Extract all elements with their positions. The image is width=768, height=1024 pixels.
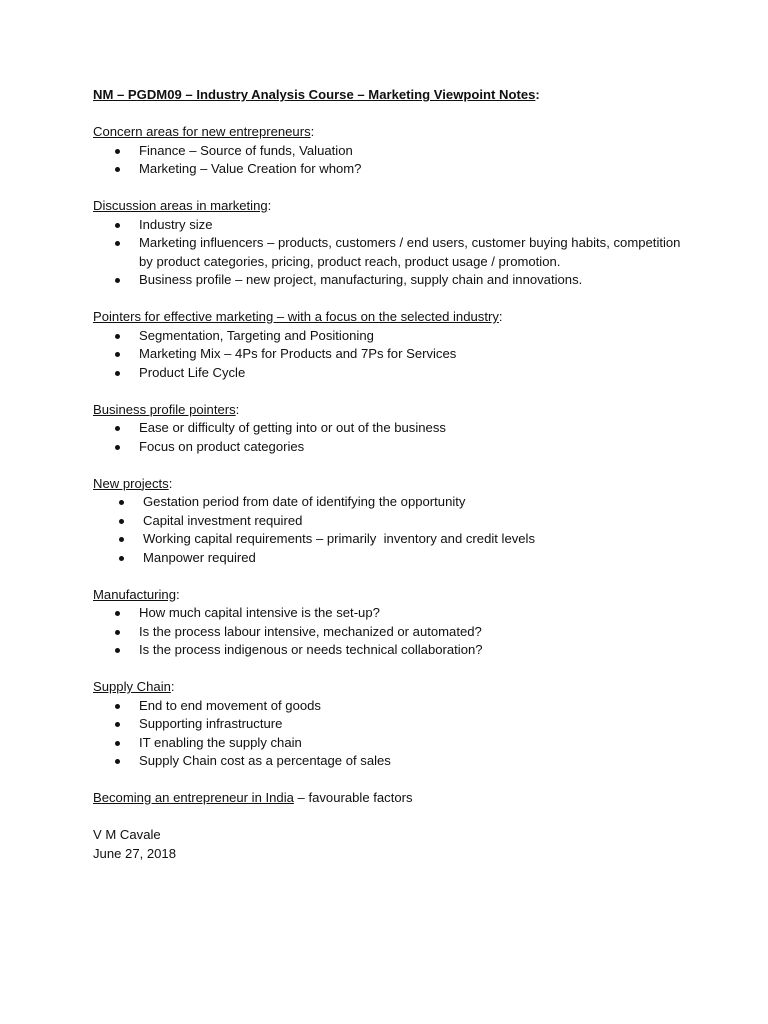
list-item xyxy=(93,419,693,438)
document-date: June 27, 2018 xyxy=(93,845,176,861)
list-item-text: Finance – Source of funds, Valuation xyxy=(139,142,353,158)
list-item-text: Focus on product categories xyxy=(139,438,305,454)
list-item xyxy=(93,530,693,549)
bullet-icon xyxy=(115,352,120,357)
section-heading-text: Discussion areas in marketing xyxy=(93,198,268,213)
document-title xyxy=(93,86,693,105)
list-item xyxy=(93,493,693,512)
list-item-text: Marketing – Value Creation for whom? xyxy=(139,161,362,176)
section-heading-text: New projects xyxy=(93,475,169,491)
bullet-icon xyxy=(115,149,120,154)
list-item xyxy=(93,438,693,457)
bullet-list xyxy=(93,604,693,660)
section-heading xyxy=(93,586,693,605)
section-heading-text: Supply Chain xyxy=(93,679,171,694)
closing-heading-suffix: – favourable factors xyxy=(293,790,413,805)
list-item-text: Ease or difficulty of getting into or out of the business xyxy=(139,420,446,435)
section-closing xyxy=(93,789,693,808)
list-item-text: Is the process indigenous or needs technical collaboration? xyxy=(139,642,483,657)
bullet-icon xyxy=(115,741,120,746)
bullet-icon xyxy=(119,500,124,505)
section-new-projects xyxy=(93,475,693,568)
section-heading xyxy=(93,197,693,216)
bullet-icon xyxy=(119,556,124,561)
section-concern-areas xyxy=(93,123,693,179)
bullet-icon xyxy=(115,223,120,228)
list-item xyxy=(93,345,693,364)
section-heading xyxy=(93,475,693,494)
document-title-text: NM – PGDM09 – Industry Analysis Course – Marketing Viewpoint Notes xyxy=(93,87,536,102)
bullet-icon xyxy=(115,759,120,764)
list-item-text: Marketing Mix – 4Ps for Products and 7Ps for Services xyxy=(139,346,457,361)
section-heading-suffix: : xyxy=(310,124,315,139)
section-heading xyxy=(93,401,693,420)
bullet-icon xyxy=(115,630,120,635)
list-item-text: Product Life Cycle xyxy=(139,364,246,380)
author-name: V M Cavale xyxy=(93,827,161,842)
list-item xyxy=(93,752,693,771)
section-heading-suffix: : xyxy=(168,475,173,491)
section-heading-text: Pointers for effective marketing – with a focus on the selected industry xyxy=(93,309,499,324)
bullet-icon xyxy=(115,167,120,172)
list-item-text: Is the process labour intensive, mechanized or automated? xyxy=(139,623,482,639)
bullet-list xyxy=(93,493,693,567)
bullet-icon xyxy=(115,426,120,431)
bullet-icon xyxy=(115,611,120,616)
section-effective-marketing xyxy=(93,308,693,382)
bullet-icon xyxy=(119,519,124,524)
bullet-list xyxy=(93,419,693,456)
signature-block xyxy=(93,826,693,863)
bullet-icon xyxy=(115,722,120,727)
section-heading-suffix: : xyxy=(170,679,175,694)
list-item-text: Capital investment required xyxy=(143,512,303,528)
bullet-list xyxy=(93,327,693,383)
section-heading-text: Manufacturing xyxy=(93,586,176,602)
list-item-text: Business profile – new project, manufacturing, supply chain and innovations. xyxy=(139,272,583,287)
list-item xyxy=(93,364,693,383)
list-item-text: Supporting infrastructure xyxy=(139,716,283,731)
bullet-icon xyxy=(115,371,120,376)
bullet-icon xyxy=(115,445,120,450)
closing-heading-text: Becoming an entrepreneur in India xyxy=(93,790,294,805)
section-heading xyxy=(93,123,693,142)
list-item xyxy=(93,142,693,161)
list-item xyxy=(93,734,693,753)
bullet-list xyxy=(93,697,693,771)
section-heading-suffix: : xyxy=(498,309,503,324)
section-heading-text: Business profile pointers xyxy=(93,401,236,417)
list-item xyxy=(93,512,693,531)
list-item-text: Manpower required xyxy=(143,549,256,565)
list-item-text: Gestation period from date of identifying the opportunity xyxy=(143,494,466,509)
list-item xyxy=(93,623,693,642)
document-page xyxy=(93,86,693,863)
list-item xyxy=(93,641,693,660)
list-item-text: Supply Chain cost as a percentage of sales xyxy=(139,753,391,768)
bullet-list xyxy=(93,142,693,179)
list-item xyxy=(93,715,693,734)
list-item-text: How much capital intensive is the set-up? xyxy=(139,605,380,620)
section-heading-suffix: : xyxy=(267,198,272,213)
list-item xyxy=(93,160,693,179)
list-item-text: End to end movement of goods xyxy=(139,697,321,713)
bullet-icon xyxy=(115,334,120,339)
list-item-text: Working capital requirements – primarily inventory and credit levels xyxy=(143,531,536,546)
bullet-icon xyxy=(119,537,124,542)
list-item xyxy=(93,697,693,716)
bullet-icon xyxy=(115,704,120,709)
section-heading xyxy=(93,308,693,327)
list-item-text: Marketing influencers – products, customers / end users, customer buying habits, competition by product categories, pricing, product reach, product usage / promotion. xyxy=(139,235,681,269)
list-item xyxy=(93,271,693,290)
section-manufacturing xyxy=(93,586,693,660)
document-title-suffix: : xyxy=(535,87,540,102)
list-item-text: Industry size xyxy=(139,216,213,232)
list-item xyxy=(93,327,693,346)
list-item-text: IT enabling the supply chain xyxy=(139,734,302,750)
section-discussion-areas xyxy=(93,197,693,290)
list-item-text: Segmentation, Targeting and Positioning xyxy=(139,327,374,343)
section-heading-text: Concern areas for new entrepreneurs xyxy=(93,124,311,139)
closing-heading xyxy=(93,789,693,808)
list-item xyxy=(93,216,693,235)
section-heading-suffix: : xyxy=(175,586,180,602)
bullet-icon xyxy=(115,241,120,246)
section-heading-suffix: : xyxy=(235,401,240,417)
bullet-icon xyxy=(115,278,120,283)
section-heading xyxy=(93,678,693,697)
section-supply-chain xyxy=(93,678,693,771)
bullet-icon xyxy=(115,648,120,653)
list-item xyxy=(93,604,693,623)
list-item xyxy=(93,549,693,568)
section-business-profile xyxy=(93,401,693,457)
list-item xyxy=(93,234,693,271)
bullet-list xyxy=(93,216,693,290)
